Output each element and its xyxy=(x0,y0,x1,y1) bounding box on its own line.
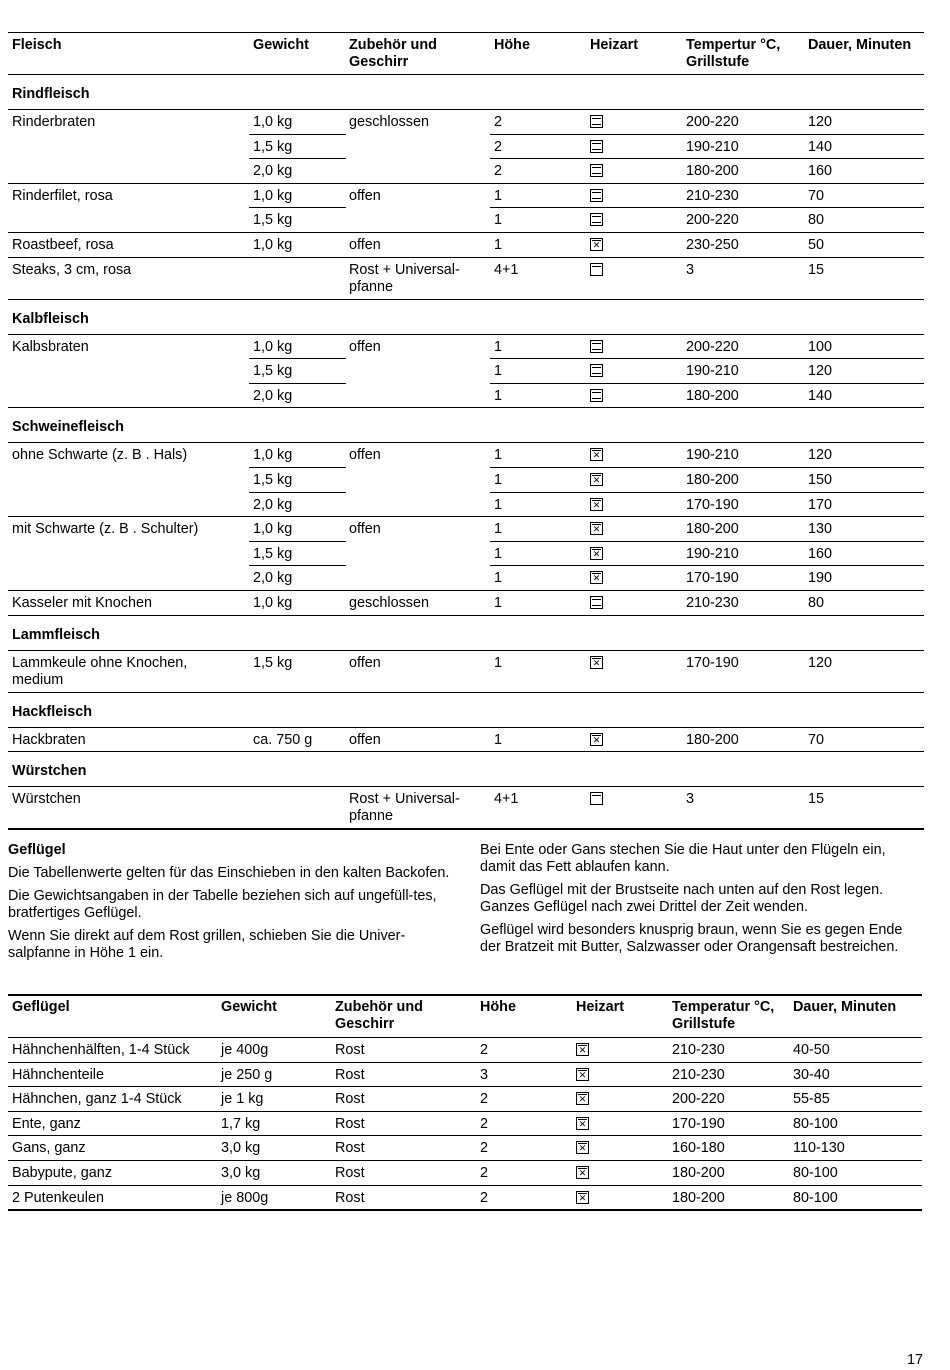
table-cell: Kalbfleisch xyxy=(12,310,89,327)
table-cell: 100 xyxy=(808,338,833,355)
table-cell: Gewicht xyxy=(221,999,277,1015)
table-cell: 180-200 xyxy=(686,163,739,180)
table-cell: Hackfleisch xyxy=(12,703,92,720)
table-cell: 170-190 xyxy=(686,496,739,513)
grill-icon xyxy=(590,792,603,805)
umluft-grill-icon xyxy=(590,522,603,535)
table-cell: 1 xyxy=(494,570,503,587)
note-paragraph: Geflügel wird besonders knusprig braun, wenn Sie es gegen Ende der Bratzeit mit Butter, Salzwasser oder Orangensaft bestreichen. xyxy=(480,922,903,955)
table-cell: offen xyxy=(349,654,381,671)
table-row xyxy=(8,442,924,467)
ober-unterhitze-icon xyxy=(590,213,603,226)
table-cell: Heizart xyxy=(590,37,638,53)
table-cell: 3 xyxy=(686,791,695,808)
table-cell: 1 xyxy=(494,545,503,562)
table-cell: 1,5 kg xyxy=(253,545,293,562)
table-cell: Rost + Universal-pfanne xyxy=(349,261,460,295)
table-row xyxy=(8,1111,922,1136)
table-cell: 1 xyxy=(494,363,503,380)
table-rule xyxy=(8,615,924,616)
note-paragraph: Wenn Sie direkt auf dem Rost grillen, schieben Sie die Univer-salpfanne in Höhe 1 ein. xyxy=(8,928,406,961)
table-cell: je 400g xyxy=(221,1042,269,1058)
umluft-grill-icon xyxy=(590,448,603,461)
table-cell: 70 xyxy=(808,731,825,748)
table-cell: 2 Putenkeulen xyxy=(12,1189,105,1206)
table-cell: 130 xyxy=(808,521,833,538)
table-cell: 2 xyxy=(480,1115,489,1132)
umluft-grill-icon xyxy=(590,238,603,251)
table-cell: 120 xyxy=(808,654,833,671)
table-cell: 210-230 xyxy=(672,1042,725,1058)
table-cell: 1 xyxy=(494,387,503,404)
table-cell: Gans, ganz xyxy=(12,1140,86,1157)
table-cell: 1 xyxy=(494,521,503,538)
table-rule xyxy=(8,1209,922,1211)
table-cell: 170-190 xyxy=(686,654,739,671)
table-cell: 70 xyxy=(808,187,825,204)
table-cell: Hähnchenteile xyxy=(12,1066,105,1083)
table-cell: offen xyxy=(349,447,381,464)
table-row xyxy=(8,1185,922,1210)
table-cell: 1 xyxy=(494,654,503,671)
table-cell: 80-100 xyxy=(793,1115,838,1132)
table-cell: Rost xyxy=(335,1091,365,1108)
table-row xyxy=(8,565,924,590)
grill-icon xyxy=(590,263,603,276)
table-cell: 80-100 xyxy=(793,1165,838,1181)
table-cell: Hackbraten xyxy=(12,731,86,748)
table-cell: 180-200 xyxy=(686,472,739,488)
table-cell: Rost xyxy=(335,1042,365,1058)
table-cell: Steaks, 3 cm, rosa xyxy=(12,261,132,278)
table-cell: 200-220 xyxy=(686,338,739,355)
table-cell: Ente, ganz xyxy=(12,1115,81,1132)
table-cell: 2,0 kg xyxy=(253,496,293,513)
meat-table xyxy=(8,32,924,832)
table-cell: Hähnchenhälften, 1-4 Stück xyxy=(12,1042,190,1058)
table-cell: 30-40 xyxy=(793,1066,830,1083)
table-cell: 1 xyxy=(494,187,503,204)
table-cell: Rinderbraten xyxy=(12,114,96,130)
table-rule xyxy=(8,828,924,830)
ober-unterhitze-icon xyxy=(590,189,603,202)
table-cell: 180-200 xyxy=(672,1165,725,1181)
table-cell: 2 xyxy=(494,163,503,180)
table-cell: 1,5 kg xyxy=(253,654,293,671)
table-cell: Hähnchen, ganz 1-4 Stück xyxy=(12,1091,182,1108)
table-cell: Temperatur °C, Grillstufe xyxy=(672,999,775,1032)
table-cell: Rindfleisch xyxy=(12,86,90,102)
table-cell: 160 xyxy=(808,545,833,562)
table-cell: Gewicht xyxy=(253,37,309,53)
table-cell: 180-200 xyxy=(672,1189,725,1206)
table-cell: 3,0 kg xyxy=(221,1165,261,1181)
table-row xyxy=(8,1135,922,1160)
table-row xyxy=(8,467,924,492)
table-row xyxy=(8,786,924,828)
table-cell: 15 xyxy=(808,261,825,278)
table-cell: Lammfleisch xyxy=(12,626,100,643)
table-rule xyxy=(8,299,924,300)
table-cell: 1,5 kg xyxy=(253,363,293,380)
section-header xyxy=(8,306,924,334)
table-cell: 180-200 xyxy=(686,731,739,748)
table-row xyxy=(8,358,924,383)
table-cell: 190 xyxy=(808,570,833,587)
table-cell: 1,5 kg xyxy=(253,138,293,155)
table-cell: 2,0 kg xyxy=(253,163,293,180)
note-paragraph: Die Gewichtsangaben in der Tabelle beziehen sich auf ungefüll-tes, bratfertiges Geflügel. xyxy=(8,888,437,921)
note-paragraph: Das Geflügel mit der Brustseite nach unten auf den Rost legen. Ganzes Geflügel nach zwei Drittel der Zeit wenden. xyxy=(480,882,884,915)
table-cell: 1,0 kg xyxy=(253,114,293,130)
table-cell: offen xyxy=(349,521,381,538)
table-cell: Zubehör und Geschirr xyxy=(335,999,423,1032)
ober-unterhitze-icon xyxy=(590,140,603,153)
table-cell: 200-220 xyxy=(686,114,739,130)
poultry-table xyxy=(8,994,922,1214)
umluft-grill-icon xyxy=(576,1166,589,1179)
table-cell: Rost xyxy=(335,1115,365,1132)
table-cell: 150 xyxy=(808,472,833,488)
table-cell: 1,0 kg xyxy=(253,237,293,253)
umluft-grill-icon xyxy=(576,1141,589,1154)
umluft-grill-icon xyxy=(576,1117,589,1130)
table-cell: 170 xyxy=(808,496,833,513)
umluft-grill-icon xyxy=(590,473,603,486)
table-cell: ca. 750 g xyxy=(253,731,313,748)
table-cell: 1,0 kg xyxy=(253,595,293,611)
umluft-grill-icon xyxy=(576,1092,589,1105)
table-rule xyxy=(8,74,924,75)
poultry-notes-title: Geflügel xyxy=(8,842,66,858)
table-cell: je 1 kg xyxy=(221,1091,264,1108)
umluft-grill-icon xyxy=(590,571,603,584)
table-cell: Schweinefleisch xyxy=(12,419,124,436)
table-cell: 200-220 xyxy=(672,1091,725,1108)
table-cell: 15 xyxy=(808,791,825,808)
table-cell: Würstchen xyxy=(12,763,87,780)
table-row xyxy=(8,1160,922,1185)
table-cell: Geflügel xyxy=(12,999,70,1015)
table-cell: 1 xyxy=(494,212,503,229)
table-cell: 2 xyxy=(480,1140,489,1157)
table-header xyxy=(8,32,924,74)
table-row xyxy=(8,516,924,541)
table-cell: 180-200 xyxy=(686,387,739,404)
table-cell: 2 xyxy=(494,114,503,130)
table-cell: 2 xyxy=(480,1042,489,1058)
umluft-grill-icon xyxy=(576,1043,589,1056)
table-cell: je 800g xyxy=(221,1189,269,1206)
table-cell: offen xyxy=(349,731,381,748)
table-cell: geschlossen xyxy=(349,114,429,130)
umluft-grill-icon xyxy=(590,547,603,560)
table-cell: 55-85 xyxy=(793,1091,830,1108)
table-cell: 120 xyxy=(808,363,833,380)
table-cell: mit Schwarte (z. B . Schulter) xyxy=(12,521,199,538)
table-row xyxy=(8,334,924,359)
umluft-grill-icon xyxy=(590,656,603,669)
table-cell: 80-100 xyxy=(793,1189,838,1206)
table-cell: Babypute, ganz xyxy=(12,1165,113,1181)
ober-unterhitze-icon xyxy=(590,364,603,377)
table-row xyxy=(8,183,924,208)
section-header xyxy=(8,622,924,650)
table-cell: 3 xyxy=(686,261,695,278)
table-cell: 2 xyxy=(494,138,503,155)
table-cell: 1,5 kg xyxy=(253,212,293,229)
table-cell: Kalbsbraten xyxy=(12,338,89,355)
table-cell: 170-190 xyxy=(672,1115,725,1132)
table-cell: Höhe xyxy=(494,37,530,53)
table-cell: Dauer, Minuten xyxy=(793,999,897,1015)
section-header xyxy=(8,758,924,786)
table-row xyxy=(8,207,924,232)
section-header xyxy=(8,414,924,442)
ober-unterhitze-icon xyxy=(590,115,603,128)
table-cell: je 250 g xyxy=(221,1066,273,1083)
table-row xyxy=(8,383,924,408)
table-cell: Heizart xyxy=(576,999,624,1015)
table-cell: 4+1 xyxy=(494,261,519,278)
umluft-grill-icon xyxy=(590,733,603,746)
table-row xyxy=(8,650,924,692)
table-cell: 170-190 xyxy=(686,570,739,587)
table-cell: offen xyxy=(349,237,381,253)
table-cell: 4+1 xyxy=(494,791,519,808)
table-row xyxy=(8,1086,922,1111)
table-cell: geschlossen xyxy=(349,595,429,611)
table-cell: 50 xyxy=(808,237,825,253)
table-rule xyxy=(8,407,924,408)
table-cell: 2 xyxy=(480,1165,489,1181)
table-row xyxy=(8,158,924,183)
table-row xyxy=(8,232,924,257)
table-cell: 190-210 xyxy=(686,363,739,380)
table-cell: 190-210 xyxy=(686,138,739,155)
table-cell: 210-230 xyxy=(686,595,739,611)
umluft-grill-icon xyxy=(576,1068,589,1081)
ober-unterhitze-icon xyxy=(590,596,603,609)
table-cell: 190-210 xyxy=(686,545,739,562)
table-row xyxy=(8,134,924,159)
table-cell: 2 xyxy=(480,1189,489,1206)
table-cell: offen xyxy=(349,187,381,204)
table-cell: 2,0 kg xyxy=(253,570,293,587)
table-cell: 1 xyxy=(494,447,503,464)
table-cell: 180-200 xyxy=(686,521,739,538)
table-cell: 120 xyxy=(808,447,833,464)
table-cell: 1,0 kg xyxy=(253,447,293,464)
table-row xyxy=(8,257,924,299)
table-cell: 1,0 kg xyxy=(253,338,293,355)
table-cell: 120 xyxy=(808,114,833,130)
table-cell: Rost xyxy=(335,1140,365,1157)
section-header xyxy=(8,699,924,727)
page-number: 17 xyxy=(906,1352,923,1368)
table-header xyxy=(8,994,922,1036)
table-cell: 190-210 xyxy=(686,447,739,464)
table-cell: Lammkeule ohne Knochen, medium xyxy=(12,654,188,688)
poultry-notes-left xyxy=(8,865,458,968)
table-cell: Fleisch xyxy=(12,37,62,53)
table-cell: 230-250 xyxy=(686,237,739,253)
table-cell: 110-130 xyxy=(793,1140,845,1157)
ober-unterhitze-icon xyxy=(590,389,603,402)
table-cell: Zubehör und Geschirr xyxy=(349,37,437,70)
table-cell: 1,0 kg xyxy=(253,521,293,538)
poultry-notes-right xyxy=(480,842,920,962)
table-cell: Dauer, Minuten xyxy=(808,37,912,53)
table-row xyxy=(8,109,924,134)
table-cell: 3 xyxy=(480,1066,489,1083)
umluft-grill-icon xyxy=(576,1191,589,1204)
umluft-grill-icon xyxy=(590,498,603,511)
ober-unterhitze-icon xyxy=(590,164,603,177)
table-rule xyxy=(8,751,924,752)
section-header xyxy=(8,81,924,109)
table-row xyxy=(8,492,924,517)
table-row xyxy=(8,727,924,752)
table-cell: 1 xyxy=(494,237,503,253)
table-cell: ohne Schwarte (z. B . Hals) xyxy=(12,447,188,464)
table-cell: 1,5 kg xyxy=(253,472,293,488)
table-cell: 210-230 xyxy=(672,1066,725,1083)
note-paragraph: Die Tabellenwerte gelten für das Einschieben in den kalten Backofen. xyxy=(8,865,450,881)
table-cell: 80 xyxy=(808,212,825,229)
table-cell: 160-180 xyxy=(672,1140,725,1157)
table-row xyxy=(8,1037,922,1062)
table-cell: 200-220 xyxy=(686,212,739,229)
table-row xyxy=(8,541,924,566)
table-cell: 80 xyxy=(808,595,825,611)
table-cell: Rinderfilet, rosa xyxy=(12,187,113,204)
ober-unterhitze-icon xyxy=(590,340,603,353)
table-cell: 2,0 kg xyxy=(253,387,293,404)
table-cell: 210-230 xyxy=(686,187,739,204)
table-row xyxy=(8,590,924,615)
table-cell: 1,7 kg xyxy=(221,1115,261,1132)
table-cell: Roastbeef, rosa xyxy=(12,237,114,253)
table-cell: Rost xyxy=(335,1189,365,1206)
table-cell: 1 xyxy=(494,338,503,355)
table-cell: 1 xyxy=(494,595,503,611)
table-cell: Höhe xyxy=(480,999,516,1015)
table-cell: 1 xyxy=(494,472,503,488)
table-cell: Kasseler mit Knochen xyxy=(12,595,152,611)
table-cell: Würstchen xyxy=(12,791,81,808)
table-cell: offen xyxy=(349,338,381,355)
table-cell: 1 xyxy=(494,496,503,513)
table-cell: 1,0 kg xyxy=(253,187,293,204)
table-cell: Rost + Universal-pfanne xyxy=(349,791,460,825)
table-cell: 40-50 xyxy=(793,1042,830,1058)
table-cell: 160 xyxy=(808,163,833,180)
table-rule xyxy=(8,692,924,693)
table-cell: 1 xyxy=(494,731,503,748)
note-paragraph: Bei Ente oder Gans stechen Sie die Haut unter den Flügeln ein, damit das Fett ablaufen kann. xyxy=(480,842,886,875)
table-cell: 140 xyxy=(808,387,833,404)
table-cell: Tempertur °C, Grillstufe xyxy=(686,37,781,70)
table-cell: 2 xyxy=(480,1091,489,1108)
table-cell: Rost xyxy=(335,1066,365,1083)
table-row xyxy=(8,1062,922,1087)
table-cell: Rost xyxy=(335,1165,365,1181)
table-cell: 3,0 kg xyxy=(221,1140,261,1157)
table-cell: 140 xyxy=(808,138,833,155)
